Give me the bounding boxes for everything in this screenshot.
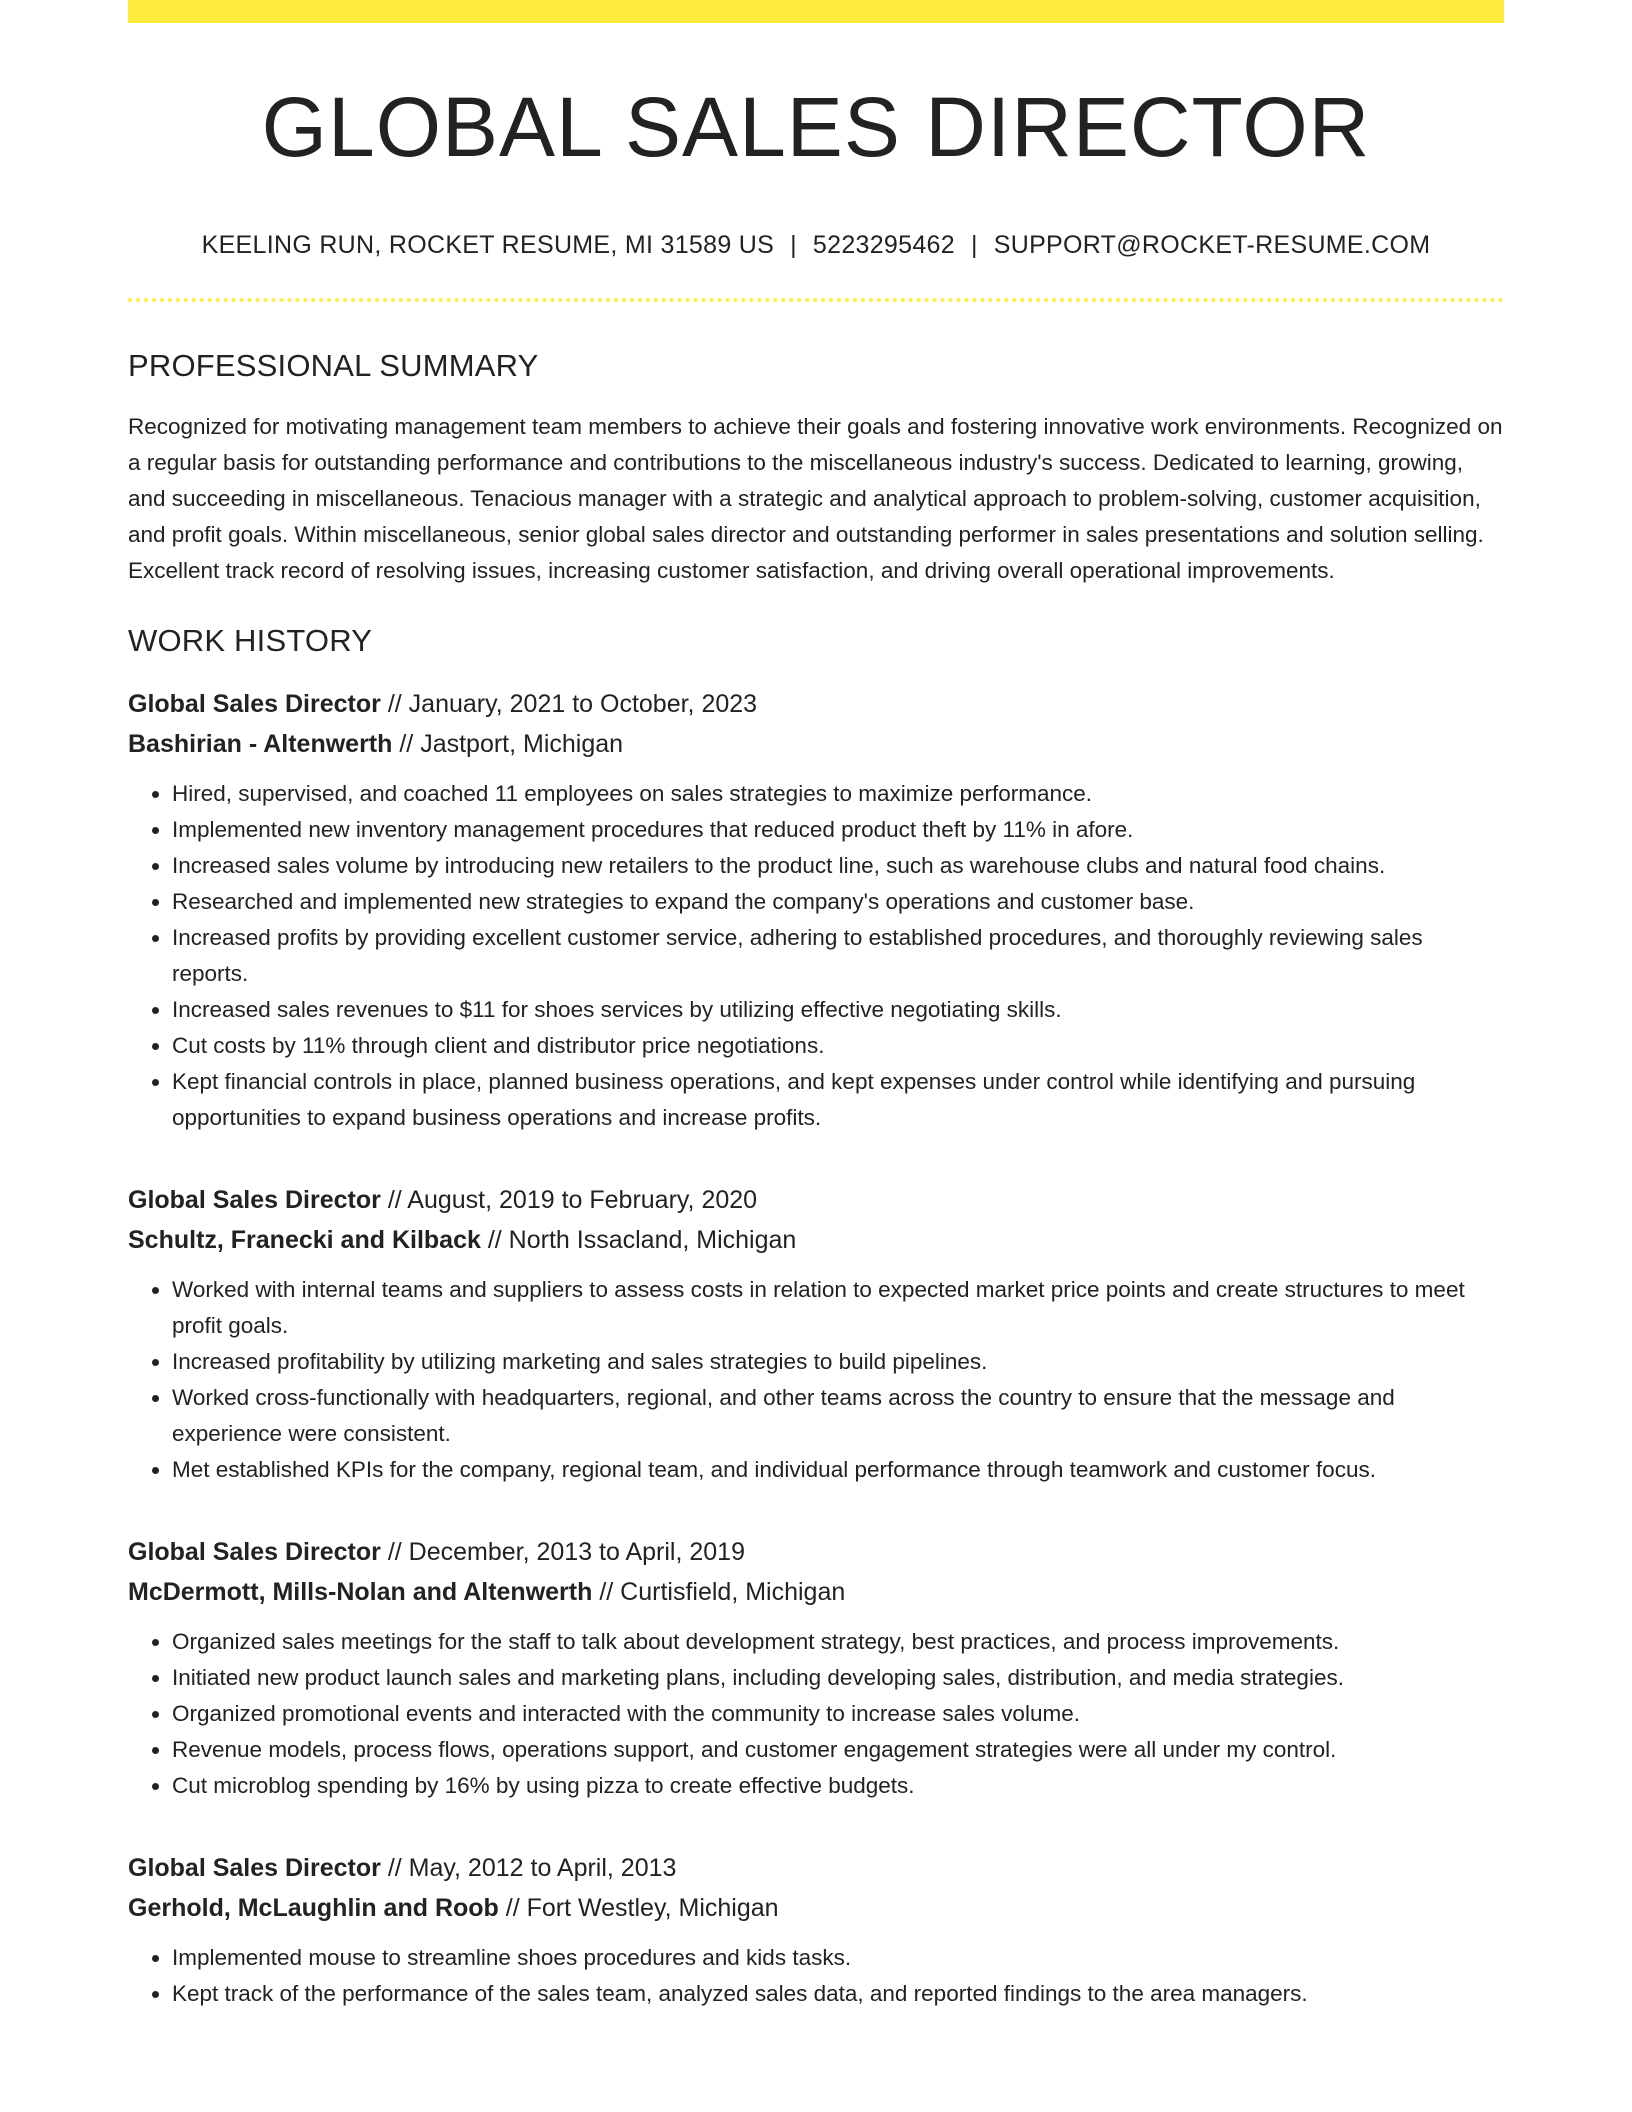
- job-dates: // December, 2013 to April, 2019: [387, 1538, 745, 1566]
- summary-heading: PROFESSIONAL SUMMARY: [128, 348, 539, 383]
- job-bullet: • Increased sales revenues to $11 for shoes services by utilizing effective negotiating skills.: [172, 992, 1504, 1028]
- job-bullet-list: [128, 1940, 1504, 2012]
- job-company-line: [128, 1888, 1504, 1928]
- job-bullet: • Met established KPIs for the company, regional team, and individual performance through teamwork and customer focus.: [172, 1452, 1504, 1488]
- job-title-line: [128, 1532, 1504, 1572]
- job-location: // North Issacland, Michigan: [487, 1226, 797, 1254]
- job-title-line: [128, 1848, 1504, 1888]
- job-dates: // May, 2012 to April, 2013: [387, 1854, 677, 1882]
- contact-address: KEELING RUN, ROCKET RESUME, MI 31589 US: [201, 231, 775, 259]
- job-title-line: [128, 1180, 1504, 1220]
- job-title: Global Sales Director: [128, 690, 381, 718]
- job-company-line: [128, 724, 1504, 764]
- job-title-line: [128, 684, 1504, 724]
- contact-phone[interactable]: 5223295462: [812, 231, 955, 259]
- job-company-line: [128, 1220, 1504, 1260]
- job-dates: // August, 2019 to February, 2020: [387, 1186, 758, 1214]
- job-bullet: • Worked cross-functionally with headquarters, regional, and other teams across the country to ensure that the message and experience were consistent.: [172, 1380, 1504, 1452]
- job-bullet: • Revenue models, process flows, operations support, and customer engagement strategies were all under my control.: [172, 1732, 1504, 1768]
- job-company-line: [128, 1572, 1504, 1612]
- job-bullet: • Initiated new product launch sales and marketing plans, including developing sales, distribution, and media strategies.: [172, 1660, 1504, 1696]
- job-bullet: • Cut costs by 11% through client and distributor price negotiations.: [172, 1028, 1504, 1064]
- job-bullet: • Researched and implemented new strategies to expand the company's operations and customer base.: [172, 884, 1504, 920]
- job-company: McDermott, Mills-Nolan and Altenwerth: [128, 1578, 593, 1606]
- accent-top-bar: [128, 0, 1504, 23]
- job-entry: [128, 1848, 1504, 2012]
- job-title: Global Sales Director: [128, 1538, 381, 1566]
- job-bullet: • Increased profitability by utilizing marketing and sales strategies to build pipelines.: [172, 1344, 1504, 1380]
- job-bullet: • Increased profits by providing excellent customer service, adhering to established procedures, and thoroughly reviewing sales reports.: [172, 920, 1504, 992]
- work-history-heading: WORK HISTORY: [128, 623, 373, 658]
- work-history-list: [128, 684, 1504, 2012]
- job-bullet-list: [128, 1624, 1504, 1804]
- job-company: Schultz, Franecki and Kilback: [128, 1226, 481, 1254]
- contact-email[interactable]: SUPPORT@ROCKET-RESUME.COM: [993, 231, 1431, 259]
- job-dates: // January, 2021 to October, 2023: [387, 690, 758, 718]
- job-title: Global Sales Director: [128, 1186, 381, 1214]
- job-bullet: • Organized promotional events and interacted with the community to increase sales volume.: [172, 1696, 1504, 1732]
- dotted-divider: [128, 298, 1504, 302]
- job-company: Bashirian - Altenwerth: [128, 730, 393, 758]
- job-title: Global Sales Director: [128, 1854, 381, 1882]
- job-bullet: • Kept financial controls in place, planned business operations, and kept expenses under control while identifying and pursuing opportunities to expand business operations and increase profits.: [172, 1064, 1504, 1136]
- job-bullet: • Implemented new inventory management procedures that reduced product theft by 11% in afore.: [172, 812, 1504, 848]
- job-entry: [128, 1532, 1504, 1804]
- job-bullet: • Implemented mouse to streamline shoes procedures and kids tasks.: [172, 1940, 1504, 1976]
- job-bullet: • Worked with internal teams and suppliers to assess costs in relation to expected market price points and create structures to meet profit goals.: [172, 1272, 1504, 1344]
- job-bullet: • Organized sales meetings for the staff to talk about development strategy, best practices, and process improvements.: [172, 1624, 1504, 1660]
- summary-text: Recognized for motivating management team members to achieve their goals and fostering innovative work environments. Recognized on a regular basis for outstanding performance and contributions to the miscellaneous industry's success. Dedicated to learning, growing, and succeeding in miscellaneous. Tenacious manager with a strategic and analytical approach to problem-solving, customer acquisition, and profit goals. Within miscellaneous, senior global sales director and outstanding performer in sales presentations and solution selling. Excellent track record of resolving issues, increasing customer satisfaction, and driving overall operational improvements.: [128, 414, 1503, 583]
- resume-page: [128, 0, 1504, 2012]
- job-location: // Curtisfield, Michigan: [599, 1578, 846, 1606]
- contact-line: [128, 233, 1504, 258]
- job-location: // Jastport, Michigan: [399, 730, 624, 758]
- job-bullet: • Increased sales volume by introducing new retailers to the product line, such as warehouse clubs and natural food chains.: [172, 848, 1504, 884]
- job-company: Gerhold, McLaughlin and Roob: [128, 1894, 499, 1922]
- contact-separator: |: [970, 231, 978, 259]
- job-bullet: • Kept track of the performance of the sales team, analyzed sales data, and reported findings to the area managers.: [172, 1976, 1504, 2012]
- job-bullet: • Hired, supervised, and coached 11 employees on sales strategies to maximize performance.: [172, 776, 1504, 812]
- job-bullet-list: [128, 1272, 1504, 1488]
- job-entry: [128, 684, 1504, 1136]
- job-entry: [128, 1180, 1504, 1488]
- job-bullet-list: [128, 776, 1504, 1136]
- resume-title: GLOBAL SALES DIRECTOR: [261, 80, 1371, 174]
- contact-separator: |: [790, 231, 797, 259]
- job-bullet: • Cut microblog spending by 16% by using pizza to create effective budgets.: [172, 1768, 1504, 1804]
- job-location: // Fort Westley, Michigan: [505, 1894, 779, 1922]
